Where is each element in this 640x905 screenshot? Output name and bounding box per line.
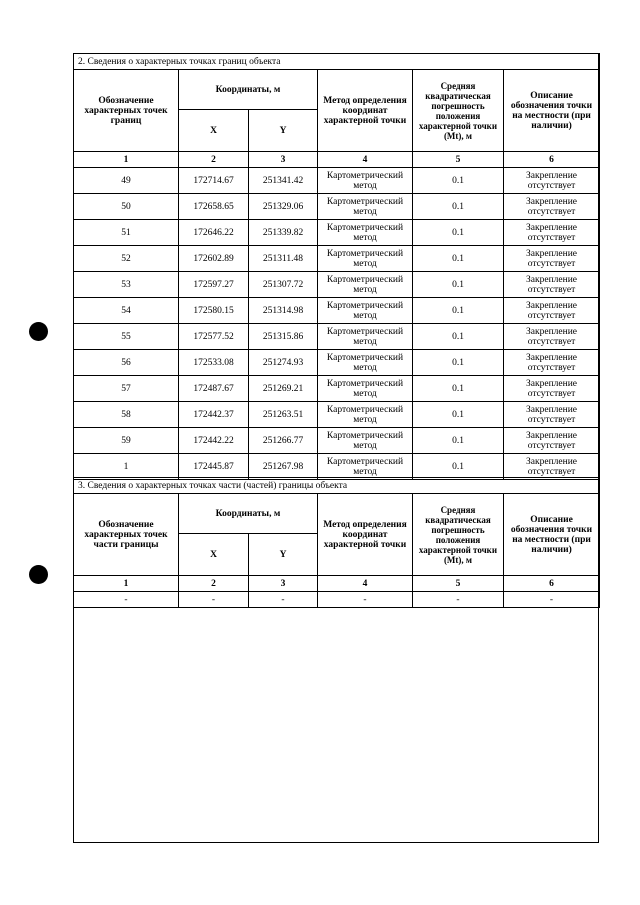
table-row <box>74 428 600 454</box>
mt-value-cell: 0.1 <box>413 324 504 350</box>
column-number: 3 <box>249 152 318 168</box>
column-number: 2 <box>179 576 249 592</box>
point-id-cell: 58 <box>74 402 179 428</box>
coord-x-cell: 172658.65 <box>179 194 249 220</box>
mt-value-cell: 0.1 <box>413 194 504 220</box>
column-number: 1 <box>74 152 179 168</box>
mt-value-cell: 0.1 <box>413 402 504 428</box>
mt-value-cell: 0.1 <box>413 168 504 194</box>
coord-y-cell: - <box>249 592 318 608</box>
header-x: X <box>179 110 249 152</box>
column-number: 6 <box>504 152 600 168</box>
table-row <box>74 246 600 272</box>
coord-x-cell: 172445.87 <box>179 454 249 480</box>
header-method: Метод определения координат характерной точки <box>318 494 413 576</box>
coord-y-cell: 251269.21 <box>249 376 318 402</box>
coord-y-cell: 251263.51 <box>249 402 318 428</box>
header-description: Описание обозначения точки на местности (при наличии) <box>504 494 600 576</box>
table-row <box>74 298 600 324</box>
coord-x-cell: 172597.27 <box>179 272 249 298</box>
coord-x-cell: 172487.67 <box>179 376 249 402</box>
header-description: Описание обозначения точки на местности (при наличии) <box>504 70 600 152</box>
mt-value-cell: 0.1 <box>413 246 504 272</box>
coord-y-cell: 251339.82 <box>249 220 318 246</box>
table-row <box>74 272 600 298</box>
coord-x-cell: 172577.52 <box>179 324 249 350</box>
table-row <box>74 168 600 194</box>
table-row <box>74 592 600 608</box>
method-cell: Картометрический метод <box>318 298 413 324</box>
column-number: 4 <box>318 152 413 168</box>
method-cell: Картометрический метод <box>318 376 413 402</box>
method-cell: Картометрический метод <box>318 350 413 376</box>
method-cell: Картометрический метод <box>318 324 413 350</box>
method-cell: Картометрический метод <box>318 246 413 272</box>
description-cell: Закрепление отсутствует <box>504 454 600 480</box>
description-cell: Закрепление отсутствует <box>504 298 600 324</box>
point-id-cell: 54 <box>74 298 179 324</box>
point-id-cell: 52 <box>74 246 179 272</box>
coord-x-cell: - <box>179 592 249 608</box>
coord-y-cell: 251315.86 <box>249 324 318 350</box>
method-cell: Картометрический метод <box>318 194 413 220</box>
table-row <box>74 220 600 246</box>
description-cell: Закрепление отсутствует <box>504 402 600 428</box>
coord-y-cell: 251341.42 <box>249 168 318 194</box>
coord-y-cell: 251274.93 <box>249 350 318 376</box>
coord-x-cell: 172442.37 <box>179 402 249 428</box>
header-coords: Координаты, м <box>179 494 318 534</box>
punch-hole <box>29 565 48 584</box>
coord-x-cell: 172646.22 <box>179 220 249 246</box>
mt-value-cell: 0.1 <box>413 220 504 246</box>
header-y: Y <box>249 110 318 152</box>
point-id-cell: 53 <box>74 272 179 298</box>
column-number-row <box>74 576 600 592</box>
mt-value-cell: - <box>413 592 504 608</box>
point-id-cell: - <box>74 592 179 608</box>
header-method: Метод определения координат характерной точки <box>318 70 413 152</box>
header-coords: Координаты, м <box>179 70 318 110</box>
column-number: 3 <box>249 576 318 592</box>
column-number: 5 <box>413 576 504 592</box>
mt-value-cell: 0.1 <box>413 376 504 402</box>
coord-y-cell: 251329.06 <box>249 194 318 220</box>
point-id-cell: 51 <box>74 220 179 246</box>
header-error: Средняя квадратическая погрешность положения характерной точки (Mt), м <box>413 70 504 152</box>
method-cell: Картометрический метод <box>318 220 413 246</box>
coord-y-cell: 251266.77 <box>249 428 318 454</box>
method-cell: Картометрический метод <box>318 428 413 454</box>
coord-y-cell: 251307.72 <box>249 272 318 298</box>
header-designation: Обозначение характерных точек части границы <box>74 494 179 576</box>
method-cell: Картометрический метод <box>318 454 413 480</box>
column-number: 1 <box>74 576 179 592</box>
section2-title: 2. Сведения о характерных точках границ объекта <box>74 54 600 70</box>
point-id-cell: 1 <box>74 454 179 480</box>
table-row <box>74 324 600 350</box>
point-id-cell: 55 <box>74 324 179 350</box>
coord-x-cell: 172580.15 <box>179 298 249 324</box>
mt-value-cell: 0.1 <box>413 298 504 324</box>
coord-x-cell: 172602.89 <box>179 246 249 272</box>
column-number: 6 <box>504 576 600 592</box>
description-cell: Закрепление отсутствует <box>504 376 600 402</box>
point-id-cell: 49 <box>74 168 179 194</box>
table-row <box>74 376 600 402</box>
section2-table <box>73 53 600 480</box>
coord-x-cell: 172442.22 <box>179 428 249 454</box>
header-designation: Обозначение характерных точек границ <box>74 70 179 152</box>
description-cell: Закрепление отсутствует <box>504 168 600 194</box>
coord-y-cell: 251314.98 <box>249 298 318 324</box>
coord-y-cell: 251267.98 <box>249 454 318 480</box>
point-id-cell: 56 <box>74 350 179 376</box>
column-number: 4 <box>318 576 413 592</box>
table-row <box>74 454 600 480</box>
description-cell: Закрепление отсутствует <box>504 272 600 298</box>
section3-table <box>73 477 600 608</box>
description-cell: - <box>504 592 600 608</box>
coord-x-cell: 172533.08 <box>179 350 249 376</box>
mt-value-cell: 0.1 <box>413 272 504 298</box>
point-id-cell: 59 <box>74 428 179 454</box>
header-error: Средняя квадратическая погрешность положения характерной точки (Mt), м <box>413 494 504 576</box>
header-y: Y <box>249 534 318 576</box>
section3-title: 3. Сведения о характерных точках части (частей) границы объекта <box>74 478 600 494</box>
table-row <box>74 402 600 428</box>
point-id-cell: 57 <box>74 376 179 402</box>
column-number-row <box>74 152 600 168</box>
table-row <box>74 194 600 220</box>
description-cell: Закрепление отсутствует <box>504 220 600 246</box>
coord-y-cell: 251311.48 <box>249 246 318 272</box>
column-number: 2 <box>179 152 249 168</box>
punch-hole <box>29 322 48 341</box>
coord-x-cell: 172714.67 <box>179 168 249 194</box>
method-cell: Картометрический метод <box>318 168 413 194</box>
method-cell: - <box>318 592 413 608</box>
point-id-cell: 50 <box>74 194 179 220</box>
table-row <box>74 350 600 376</box>
description-cell: Закрепление отсутствует <box>504 194 600 220</box>
mt-value-cell: 0.1 <box>413 454 504 480</box>
column-number: 5 <box>413 152 504 168</box>
header-x: X <box>179 534 249 576</box>
mt-value-cell: 0.1 <box>413 428 504 454</box>
method-cell: Картометрический метод <box>318 272 413 298</box>
mt-value-cell: 0.1 <box>413 350 504 376</box>
description-cell: Закрепление отсутствует <box>504 324 600 350</box>
description-cell: Закрепление отсутствует <box>504 350 600 376</box>
method-cell: Картометрический метод <box>318 402 413 428</box>
description-cell: Закрепление отсутствует <box>504 246 600 272</box>
description-cell: Закрепление отсутствует <box>504 428 600 454</box>
